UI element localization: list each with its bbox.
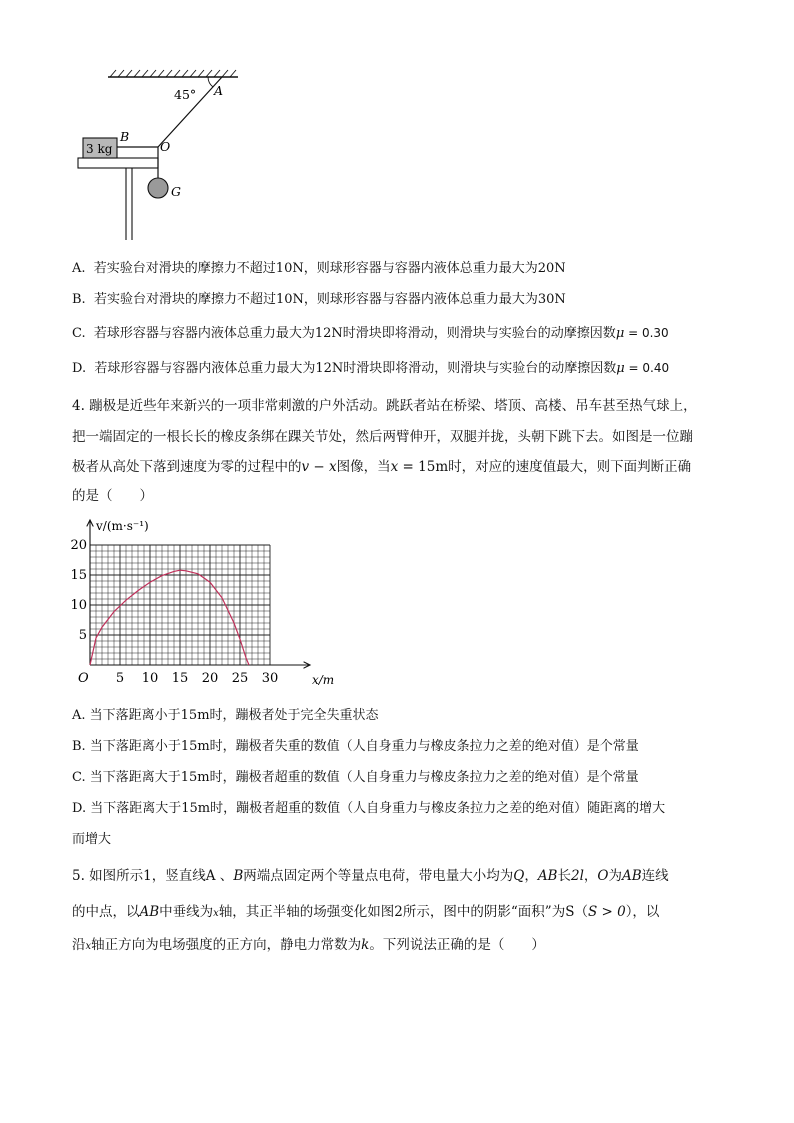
- y-tick-label: 15: [70, 568, 87, 583]
- label-b: B: [120, 129, 130, 144]
- angle-arc: [208, 77, 213, 87]
- origin-label: O: [78, 671, 89, 686]
- q4-stem-line1: 4. 蹦极是近些年来新兴的一项非常刺激的户外活动。跳跃者站在桥梁、塔顶、高楼、吊车甚至热气球上，: [72, 398, 697, 414]
- q3-option-c: C. 若球形容器与容器内液体总重力最大为12N时滑块即将滑动，则滑块与实验台的动摩擦因数μ = 0.30: [72, 326, 669, 341]
- q5-stem-line3: 沿x轴正方向为电场强度的正方向，静电力常数为k。下列说法正确的是（ ）: [72, 937, 545, 953]
- y-axis-label: v/(m·s⁻¹): [96, 519, 149, 533]
- table-top: [78, 158, 158, 168]
- x-axis-label: x/m: [312, 673, 335, 687]
- y-tick-label: 5: [78, 628, 87, 643]
- x-tick-label: 15: [171, 671, 189, 686]
- chart-ticks: [70, 538, 278, 686]
- label-a: A: [214, 83, 224, 98]
- q4-option-a: A. 当下落距离小于15m时，蹦极者处于完全失重状态: [72, 708, 379, 723]
- ball-g: [148, 178, 168, 198]
- q4-option-c: C. 当下落距离大于15m时，蹦极者超重的数值（人自身重力与橡皮条拉力之差的绝对值）是个常量: [72, 770, 639, 785]
- x-tick-label: 30: [261, 671, 279, 686]
- y-tick-label: 20: [70, 538, 87, 553]
- x-tick-label: 20: [201, 671, 219, 686]
- q4-stem-line3: 极者从高处下落到速度为零的过程中的v − x图像，当x = 15m时，对应的速度值最大，则下面判断正确: [72, 459, 692, 475]
- vx-chart: [70, 512, 335, 692]
- q3-option-a: A. 若实验台对滑块的摩擦力不超过10N，则球形容器与容器内液体总重力最大为20N: [72, 261, 566, 276]
- q4-option-d: D. 当下落距离大于15m时，蹦极者超重的数值（人自身重力与橡皮条拉力之差的绝对值）随距离的增大: [72, 801, 666, 816]
- q4-option-b: B. 当下落距离小于15m时，蹦极者失重的数值（人自身重力与橡皮条拉力之差的绝对值）是个常量: [72, 739, 639, 754]
- q3-option-b: B. 若实验台对滑块的摩擦力不超过10N，则球形容器与容器内液体总重力最大为30N: [72, 292, 566, 307]
- ceiling-hatch: [110, 70, 236, 77]
- q3-option-d: D. 若球形容器与容器内液体总重力最大为12N时滑块即将滑动，则滑块与实验台的动摩擦因数μ = 0.40: [72, 361, 670, 376]
- x-tick-label: 25: [231, 671, 249, 686]
- x-tick-label: 10: [141, 671, 159, 686]
- q4-stem-line2: 把一端固定的一根长长的橡皮条绑在踝关节处，然后两臂伸开，双腿并拢，头朝下跳下去。如图是一位蹦: [72, 429, 693, 445]
- label-g: G: [171, 184, 181, 199]
- mass-label: 3 kg: [86, 142, 113, 156]
- angle-label: 45°: [174, 87, 197, 102]
- q5-stem-line2: 的中点，以AB中垂线为x轴，其正半轴的场强变化如图2所示，图中的阴影“面积”为S（S > 0），以: [72, 904, 660, 920]
- force-diagram-figure: [70, 65, 250, 245]
- q4-option-d-cont: 而增大: [72, 832, 112, 847]
- y-tick-label: 10: [70, 598, 87, 613]
- label-o: O: [160, 139, 171, 154]
- x-tick-label: 5: [115, 671, 125, 686]
- q4-stem-line4: 的是（ ）: [72, 488, 153, 504]
- q5-stem-line1: 5. 如图所示1，竖直线A 、B两端点固定两个等量点电荷，带电量大小均为Q，AB长2l，O为AB连线: [72, 868, 669, 884]
